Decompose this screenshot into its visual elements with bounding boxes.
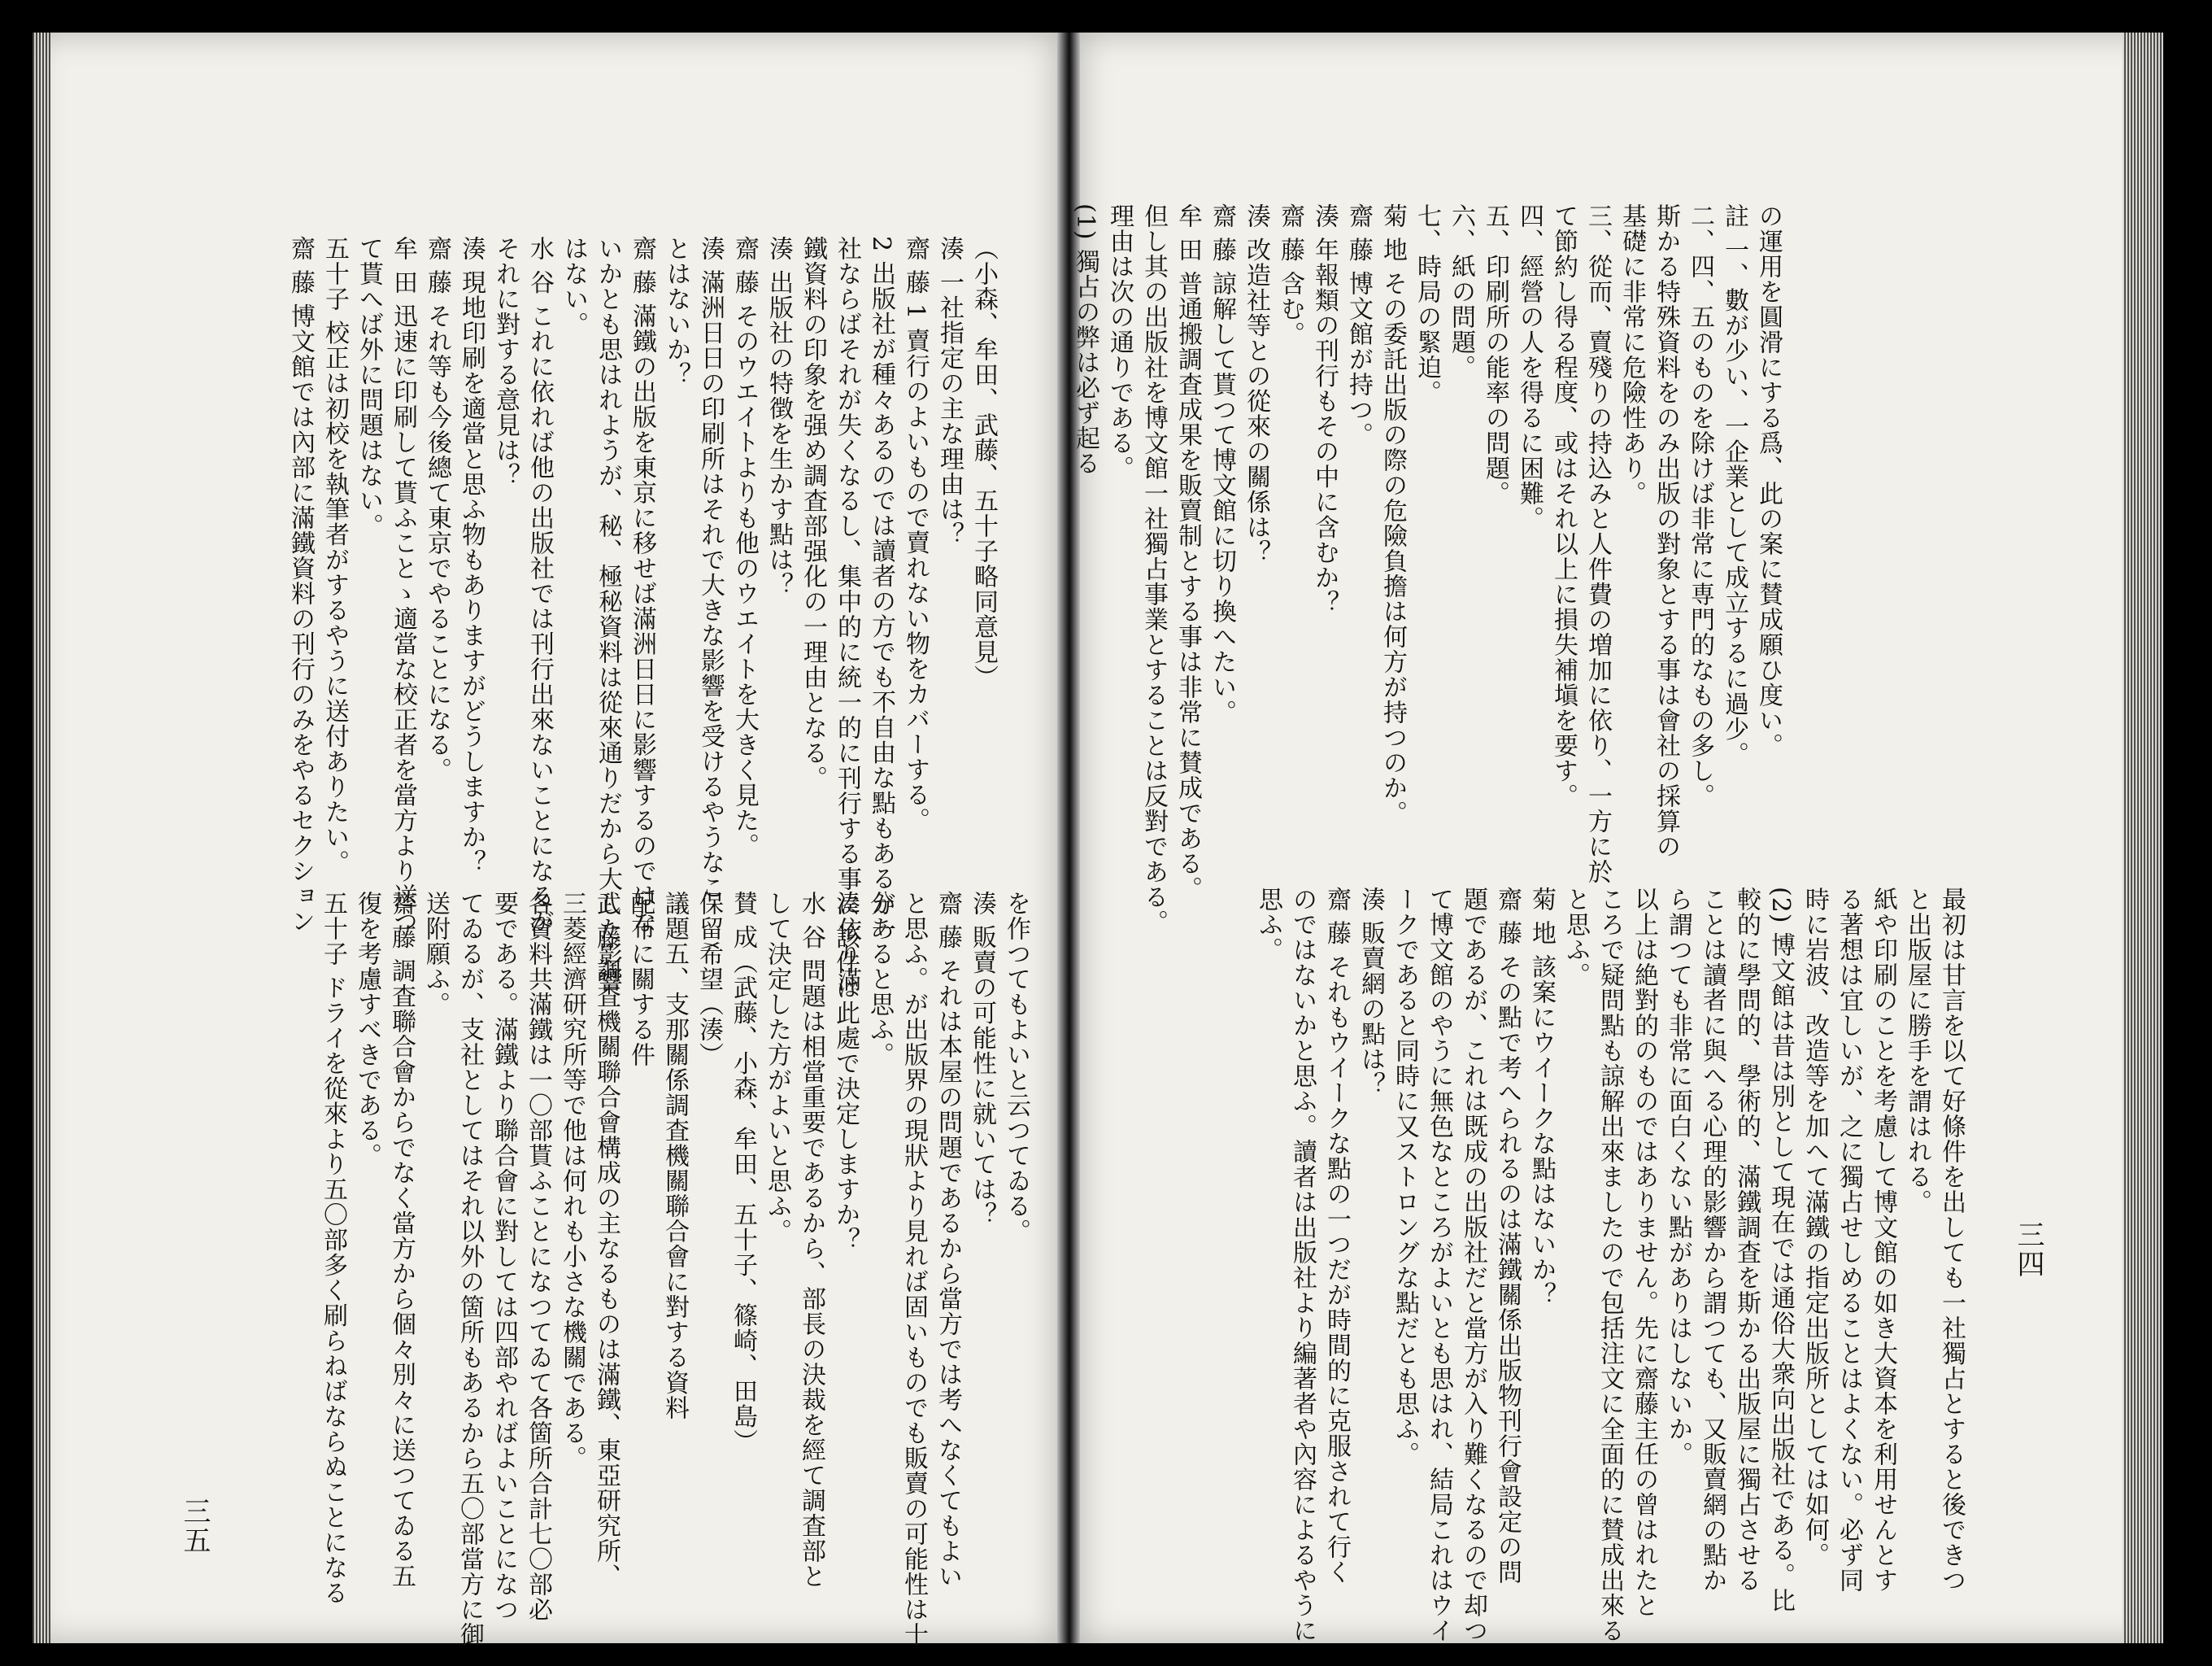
text-line: 較的に學問的、學術的、滿鐵調査を斯かる出版屋に獨占させる [1732, 887, 1761, 1593]
text-line: 菊 地 該案にウイークな點はないか？ [1527, 887, 1556, 1308]
text-line: 湊 一社指定の主な理由は？ [935, 236, 964, 547]
text-line: る著想は宜しいが、之に獨占せしめることはよくない。必ず同 [1835, 887, 1863, 1593]
left-page-bottom-text [316, 891, 1033, 1647]
page-number-right: 三四 [2012, 1220, 2044, 1279]
text-line: 送附願ふ。 [421, 891, 450, 1017]
text-line: てゐるが、支社としてはそれ以外の箇所もあるから五〇部當方に御 [455, 891, 484, 1647]
text-line: 湊 現地印刷を適當と思ふ物もありますがどうしますか？ [457, 236, 486, 875]
text-line: のではないかと思ふ。讀者は出版社より編著者や內容によるやうに [1288, 887, 1317, 1643]
text-line: 齋 藤 含む。 [1276, 203, 1304, 347]
text-line: 七、時局の緊迫。 [1413, 203, 1441, 405]
page-number-left: 三五 [178, 1497, 211, 1555]
text-line: 二、四、五のものを除けば非常に専門的なもの多し。 [1686, 203, 1714, 809]
text-line: 最初は甘言を以て好條件を出しても一社獨占とすると後できつ [1937, 887, 1966, 1593]
text-line: 齋 藤 それもウイークな點の一つだが時間的に克服されて行く [1322, 887, 1351, 1585]
text-line: 齋 藤 その點で考へられるのは滿鐵關係出版物刊行會設定の問 [1493, 887, 1522, 1585]
text-line: 湊 出版社の特徴を生かす點は？ [764, 236, 793, 598]
text-line: (1) 獨占の弊は必ず起る [1071, 203, 1099, 477]
text-line: はない。 [560, 236, 588, 337]
text-line: 水 谷 これに依れば他の出版社では刊行出來ないことになるが [525, 236, 554, 935]
text-line: 齋 藤 1 賣行のよいもので賣れない物をカバーする。 [901, 236, 930, 833]
text-line: 但し其の出版社を博文館一社獨占事業とすることは反對である。 [1139, 203, 1168, 935]
text-line: ら謂つても非常に面白くない點がありはしないか。 [1664, 887, 1692, 1467]
text-line: 鐵資料の印象を强め調査部强化の一理由となる。 [799, 236, 827, 791]
text-line: 齋 藤 それは本屋の問題であるから當方では考へなくてもよい [934, 891, 962, 1590]
text-line: 註 一、數が少い、一企業として成立するに過少。 [1720, 203, 1748, 767]
text-line: いかとも思はれようが、秘、極秘資料は從來通りだから大した影響 [594, 236, 622, 992]
text-line: の運用を圓滑にする爲、此の案に賛成願ひ度い。 [1754, 203, 1783, 758]
text-line: 理由は次の通りである。 [1105, 203, 1134, 481]
text-line: 五十子 校正は初校を執筆者がするやうに送付ありたい。 [320, 236, 349, 875]
text-line: 菊 地 その委託出版の際の危險負擔は何方が持つのか。 [1378, 203, 1407, 826]
text-line: （小森、牟田、武藤、五十子略同意見） [969, 236, 998, 690]
text-line: 水 谷 問題は相當重要であるから、部長の決裁を經て調査部と [797, 891, 825, 1590]
text-line: ークであると同時に又ストロングな點だとも思ふ。 [1391, 887, 1419, 1467]
text-line: 社ならばそれが失くなるし、集中的に統一的に刊行する事に依り滿 [833, 236, 861, 992]
text-line: 保留希望（湊） [695, 891, 723, 1067]
text-line: 湊 年報類の刊行もその中に含むか？ [1310, 203, 1339, 616]
text-line: 題であるが、これは既成の出版社だと當方が入り難くなるので却つ [1459, 887, 1487, 1643]
text-line: 齋 藤 諒解して貰つて博文館に切り換へたい。 [1208, 203, 1236, 726]
text-line: 牟 田 普通搬調査成果を販賣制とする事は非常に賛成である。 [1173, 203, 1202, 902]
text-line: 齋 藤 それ等も今後總て東京でやることになる。 [423, 236, 451, 783]
text-line: ころで疑問點も諒解出來ましたので包括注文に全面的に賛成出來る [1596, 887, 1624, 1643]
text-line: 齋 藤 そのウエイトよりも他のウエイトを大きく見た。 [730, 236, 759, 859]
text-line: 四、經營の人を得るに困難。 [1515, 203, 1544, 531]
text-line: て貰へば外に問題はない。 [355, 236, 383, 539]
text-line: 斯かる特殊資料をのみ出版の對象とする事は會社の採算の [1652, 203, 1680, 859]
text-line: と思ふ。が出版界の現狀より見れば固いものでも販賣の可能性は十 [899, 891, 928, 1647]
text-line: 2 出版社が種々あるのでは讀者の方でも不自由な點もあるが一 [867, 236, 895, 942]
text-line: 齋 藤 滿鐵の出版を東京に移せば滿洲日日に影響するのではな [628, 236, 656, 935]
text-line: 湊 滿洲日日の印刷所はそれで大きな影響を受けるやうなこ [696, 236, 725, 901]
text-line: 以上は絶對的のものではありません。先に齋藤主任の曾はれたと [1630, 887, 1658, 1618]
text-line: 三菱經濟研究所等で他は何れも小さな機關である。 [558, 891, 586, 1471]
text-line: 議題五、支那關係調査機關聯合會に對する資料 [660, 891, 689, 1420]
left-page-edge [33, 33, 50, 1643]
text-line: 時に岩波、改造等を加へて滿鐵の指定出版所としては如何。 [1801, 887, 1829, 1568]
text-line: を作つてもよいと云つてゐる。 [1002, 891, 1030, 1244]
text-line: 齋 藤 調査聯合會からでなく當方から個々別々に送つてゐる五 [387, 891, 416, 1590]
text-line: と出版屋に勝手を謂はれる。 [1903, 887, 1931, 1215]
text-line: 各資料共滿鐵は一〇部貰ふことになつてゐて各箇所合計七〇部必 [524, 891, 552, 1622]
text-line: 思ふ。 [1254, 887, 1282, 962]
right-page-edge [2123, 33, 2163, 1643]
text-line: 湊 該件は此處で決定しますか？ [831, 891, 860, 1253]
text-line: と思ふ。 [1561, 887, 1590, 988]
text-line: 五、印刷所の能率の問題。 [1481, 203, 1509, 506]
text-line: 紙や印刷のことを考慮して博文館の如き大資本を利用せんとす [1869, 887, 1897, 1593]
text-line: て博文館のやうに無色なところがよいとも思はれ、結局これはウイ [1425, 887, 1453, 1643]
text-line: 湊 販賣の可能性に就いては？ [968, 891, 996, 1228]
text-line: 配布に關する件 [626, 891, 655, 1067]
text-line: 分あると思ふ。 [865, 891, 894, 1067]
text-line: 齋 藤 博文館が持つ。 [1344, 203, 1373, 448]
text-line: 六、紙の問題。 [1447, 203, 1475, 380]
text-line: 武 藤 調査機關聯合會構成の主なるものは滿鐵、東亞研究所、 [592, 891, 620, 1590]
text-line: 牟 田 迅速に印刷して貰ふことゝ適當な校正者を當方より送つ [389, 236, 417, 935]
text-line: して決定した方がよいと思ふ。 [763, 891, 791, 1244]
text-line: ことは讀者に與へる心理的影響から謂つても、又販賣網の點か [1698, 887, 1726, 1593]
text-line: 五十子 ドライを從來より五〇部多く刷らねばならぬことになる [319, 891, 347, 1606]
text-line: 賛 成（武藤、小森、牟田、五十子、篠崎、田島） [729, 891, 757, 1454]
text-line: 要である。滿鐵より聯合會に對しては四部やればよいことになつ [490, 891, 518, 1622]
text-line: それに對する意見は？ [491, 236, 520, 488]
text-line: 湊 販賣網の點は？ [1356, 887, 1385, 1097]
text-line: 基礎に非常に危險性あり。 [1618, 203, 1646, 506]
right-page-bottom-text [1251, 887, 1968, 1643]
text-line: 湊 改造社等との從來の關係は？ [1242, 203, 1270, 565]
text-line: 三、從而、賣殘りの持込みと人件費の増加に依り、一方に於 [1583, 203, 1612, 884]
text-line: 齋 藤 博文館では內部に滿鐵資料の刊行のみをやるセクション [286, 236, 315, 935]
text-line: (2) 博文館は昔は別として現在では通俗大衆向出版社である。比 [1766, 887, 1795, 1614]
text-line: 復を考慮すべきである。 [353, 891, 381, 1168]
text-line: て節約し得る程度、或はそれ以上に損失補塡を要す。 [1549, 203, 1578, 809]
text-line: とはないか？ [662, 236, 690, 387]
